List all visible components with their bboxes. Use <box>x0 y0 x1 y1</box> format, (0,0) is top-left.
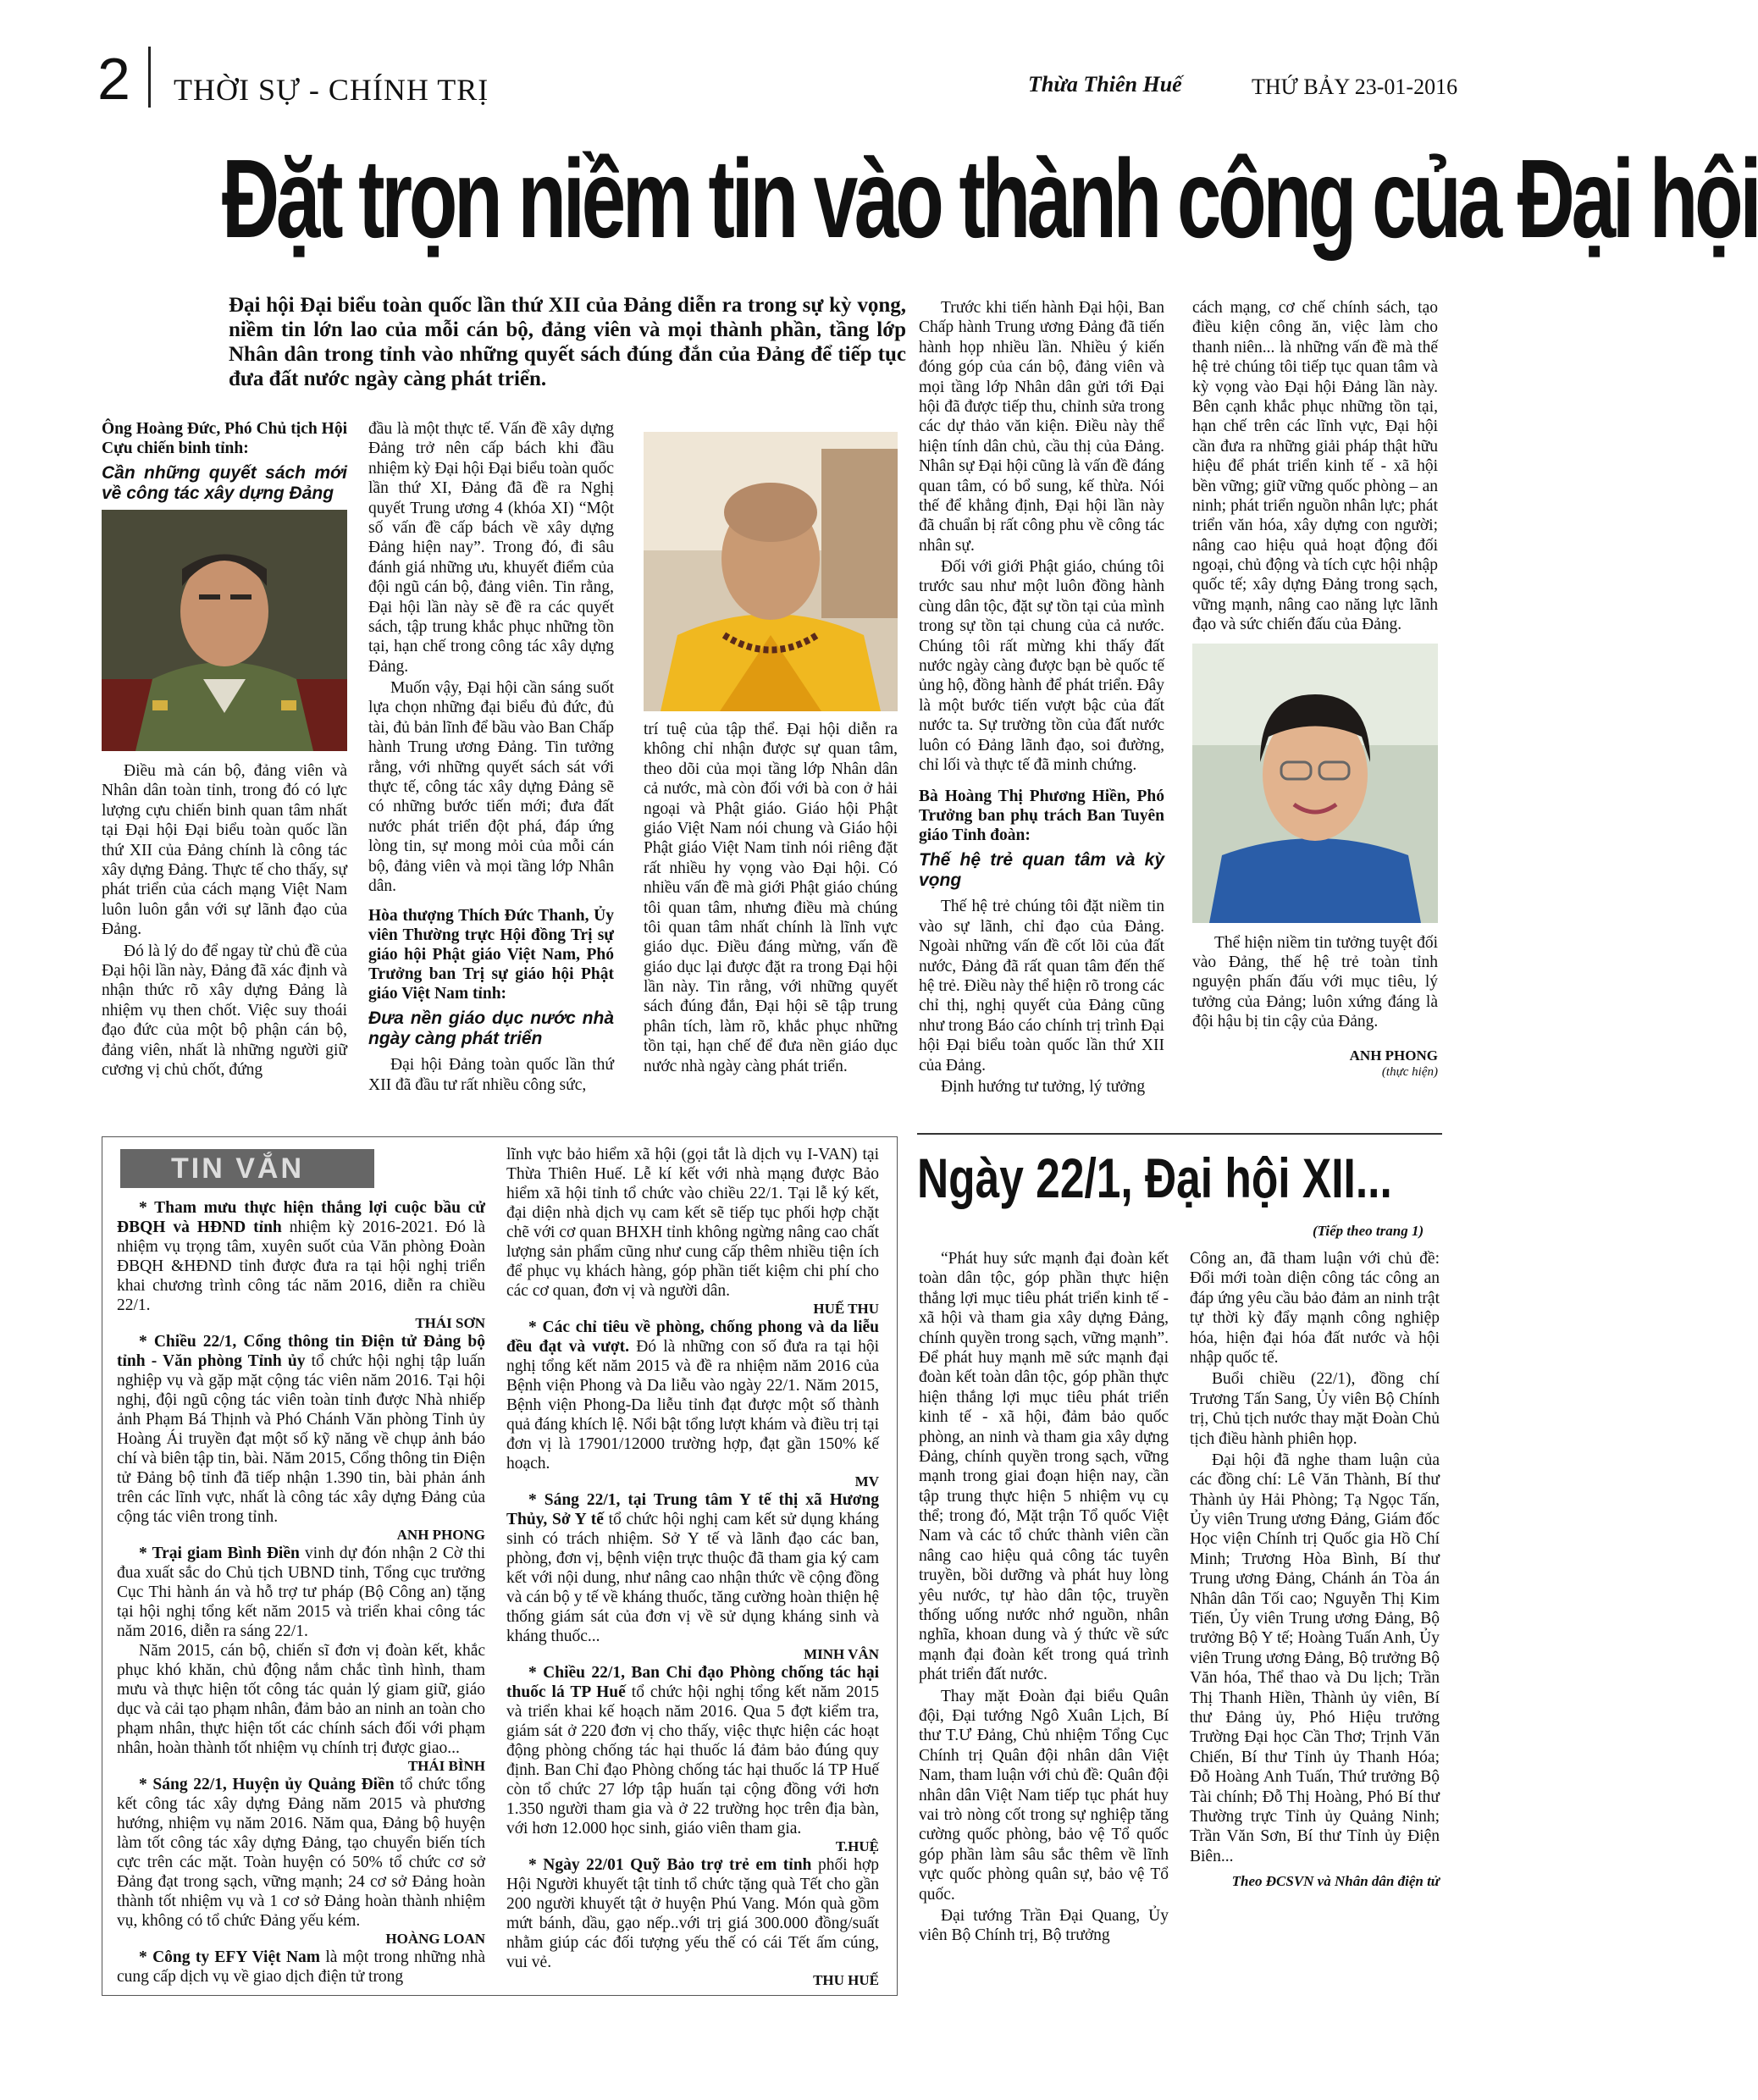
tinvan-sig-3: THÁI BÌNH <box>407 1758 485 1775</box>
tinvan-item-4: * Sáng 22/1, Huyện ủy Quảng Điền tổ chức tổng kết công tác xây dựng Đảng năm 2015 và phương hướng, nhiệm vụ năm 2016. Năm qua, Đảng bộ huyện làm tốt công tác xây dựng Đảng, tạo chuyển biến tích cực trên các mặt. Toàn huyện có 50% tổ chức cơ sở Đảng đạt trong sạch, vững mạnh; 24 cơ sở Đảng hoàn thành tốt nhiệm vụ và 1 cơ sở Đảng hoàn thành nhiệm vụ, không có tổ chức Đảng yếu kém. <box>117 1776 486 1931</box>
issue-date: THỨ BẢY 23-01-2016 <box>1252 75 1458 99</box>
tinvan-column-1 <box>117 1198 485 1987</box>
tinvan-item-3: * Trại giam Bình Điền vinh dự đón nhận 2 Cờ thi đua xuất sắc do Chủ tịch UBND tỉnh, Tổng cục trưởng Cục Thi hành án và hỗ trợ tư pháp (Bộ Công an) tặng tại hội nghị tổng kết năm 2015 và triển khai công tác năm 2016, diễn ra sáng 22/1. <box>117 1545 486 1641</box>
tinvan-sig-1: THÁI SƠN <box>415 1315 485 1331</box>
article2-p5: Buổi chiều (22/1), đồng chí Trương Tấn Sang, Ủy viên Bộ Chính trị, Chủ tịch nước thay mặt Đoàn Chủ tịch điều hành phiên họp. <box>1190 1370 1440 1448</box>
lead-paragraph: Đại hội Đại biểu toàn quốc lần thứ XII của Đảng diễn ra trong sự kỳ vọng, niềm tin lớn lao của mỗi cán bộ, đảng viên và mọi thành phần, tầng lớp Nhân dân trong tỉnh vào những quyết sách đúng đắn của Đảng để tiếp tục đưa đất nước ngày càng phát triển. <box>229 294 906 390</box>
interview1-continued-column <box>368 419 614 1097</box>
interview3-p3: cách mạng, cơ chế chính sách, tạo điều kiện công ăn, việc làm cho thanh niên... là những vấn đề mà thế hệ trẻ chúng tôi tiếp tục quan tâm và kỳ vọng vào Đại hội Đảng lần này. Bên cạnh khắc phục những tồn tại, hạn chế trên các lĩnh vực, Đại hội cần đưa ra những giải pháp thật hữu hiệu để phát triển kinh tế - xã hội bền vững; giữ vững quốc phòng – an ninh; phát triển nguồn nhân lực; phát triển văn hóa, xây dựng con người; nâng cao hiệu quả hoạt động đối ngoại, chủ động và tích cực hội nhập quốc tế; xây dựng Đảng trong sạch, vững mạnh, nâng cao năng lực lãnh đạo và sức chiến đấu của Đảng. <box>1192 299 1438 634</box>
interview3-column <box>1192 298 1438 1080</box>
main-headline: Đặt trọn niềm tin vào thành công của Đại hội <box>222 136 1758 261</box>
interview2-continued-column <box>644 720 898 1078</box>
article2-p4: Công an, đã tham luận với chủ đề: Đổi mới toàn diện công tác công an đáp ứng yêu cầu bảo đảm an ninh trật tự thời kỳ đẩy mạnh công nghiệp hóa, hiện đại hóa đất nước và hội nhập quốc tế. <box>1190 1250 1440 1367</box>
tinvan-item-5b: lĩnh vực bảo hiểm xã hội (gọi tắt là dịch vụ I-VAN) tại Thừa Thiên Huế. Lễ kí kết với nhà mạng được Bảo hiểm xã hội tỉnh tổ chức vào chiều 22/1. Tại lễ ký kết, đại diện nhà dịch vụ cam kết sẽ tiếp tục phối hợp chặt chẽ với cơ quan BHXH tỉnh không ngừng nâng cao chất lượng sản phẩm cũng như cung cấp thêm nhiều tiện ích để phục vụ khách hàng, góp phần tiết kiệm chi phí cho các cơ quan, đơn vị và người dân. <box>506 1146 879 1300</box>
portrait-photo-hoang-duc <box>102 510 347 751</box>
tinvan-item-2: * Chiều 22/1, Cổng thông tin Điện tử Đảng bộ tỉnh - Văn phòng Tỉnh ủy tổ chức hội nghị tập luấn nghiệp vụ và gặp mặt cộng tác viên năm 2016. Tại hội nghị, đội ngũ cộng tác viên toàn tỉnh được Nhà nhiếp ảnh Phạm Bá Thịnh và Phó Chánh Văn phòng Tỉnh ủy Hoàng Ái truyền đạt một số kỹ năng về chụp ảnh báo chí và biên tập tin, bài. Năm 2015, Cổng thông tin Điện tử Đảng bộ tỉnh đã tiếp nhận 1.390 tin, bài phản ánh trên các lĩnh vực, nhất là công tác xây dựng Đảng của cộng tác viên trong tỉnh. <box>117 1333 485 1527</box>
interview2-intro: Hòa thượng Thích Đức Thanh, Ủy viên Thường trực Hội đồng Trị sự giáo hội Phật giáo Việt Nam, Phó Trưởng ban Trị sự giáo hội Phật giáo Việt Nam tỉnh: <box>368 907 614 1003</box>
header-divider <box>148 47 151 108</box>
tinvan-item-6: * Các chỉ tiêu về phòng, chống phong và da liễu đều đạt và vượt. Đó là những con số đưa ra tại hội nghị tổng kết năm 2015 và đề ra nhiệm năm 2016 của Bệnh viện Phong và Da liễu vào ngày 22/1. Năm 2015, Bệnh viện Phong-Da liễu tỉnh đạt được một số thành quả đáng khích lệ. Nổi bật tổng lượt khám và điều trị tại đơn vị là 17901/12000 trường hợp, đạt gần 150% kế hoạch. <box>506 1318 879 1473</box>
interview3-p4: Thể hiện niềm tin tưởng tuyệt đối vào Đảng, thế hệ trẻ toàn tỉnh nguyện phấn đấu với mục tiêu, lý tưởng của Đảng; luôn xứng đáng là đội hậu bị tin cậy của Đảng. <box>1192 933 1438 1031</box>
tinvan-item-5: * Công ty EFY Việt Nam là một trong những nhà cung cấp dịch vụ về giao dịch điện tử trong <box>117 1948 485 1987</box>
article2-column-1 <box>919 1249 1169 1948</box>
interview2-p3: Trước khi tiến hành Đại hội, Ban Chấp hành Trung ương Đảng đã tiến hành họp nhiều lần. Nhiều ý kiến đóng góp của cán bộ, đảng viên và mọi tầng lớp Nhân dân gửi tới Đại hội đã được tiếp thu, chỉnh sửa trong các dự thảo văn kiện. Điều này thể hiện tính dân chủ, cầu thị của Đảng. Nhân sự Đại hội cũng là vấn đề đáng quan tâm, có bổ sung, kế thừa. Nói thế để khẳng định, Đại hội lần này đã chuẩn bị rất công phu về công tác nhân sự. <box>919 299 1164 555</box>
tinvan-sig-4: HOÀNG LOAN <box>385 1931 485 1948</box>
interview3-p1: Thế hệ trẻ chúng tôi đặt niềm tin vào sự lãnh, chỉ đạo của Đảng. Ngoài những vấn đề cốt lõi của đất nước, Đảng đã rất quan tâm đến thế hệ trẻ. Điều này thể hiện rõ trong các chỉ thị, nghị quyết của Đảng cũng như trong Báo cáo chính trị trình Đại hội Đại biểu toàn quốc lần thứ XII của Đảng. <box>919 898 1164 1075</box>
article2-p3: Đại tướng Trần Đại Quang, Ủy viên Bộ Chính trị, Bộ trưởng <box>919 1906 1169 1945</box>
tinvan-sig-2: ANH PHONG <box>396 1527 485 1544</box>
interview1-column <box>102 419 347 1081</box>
author-note: (thực hiện) <box>1381 1064 1438 1079</box>
tinvan-item-7: * Sáng 22/1, tại Trung tâm Y tế thị xã Hương Thủy, Sở Y tế tổ chức hội nghị cam kết sử dụng kháng sinh có trách nhiệm. Sở Y tế và lãnh đạo các ban, phòng, đơn vị, bệnh viện trực thuộc đã tham gia ký cam kết với nội dung, như nâng cao nhận thức về cộng đồng và cán bộ y tế về kháng thuốc, tăng cường hoàn thiện hệ thống giám sát của đơn vị về sử dụng kháng sinh và kháng thuốc... <box>506 1491 880 1646</box>
tinvan-sig-8: T.HUỆ <box>835 1838 879 1855</box>
tinvan-header: TIN VẮN <box>120 1149 374 1188</box>
interview1-title: Cần những quyết sách mới về công tác xây dựng Đảng <box>102 463 347 503</box>
article2-p6: Đại hội đã nghe tham luận của các đồng chí: Lê Văn Thành, Bí thư Thành ủy Hải Phòng; Tạ Ngọc Tấn, Ủy viên Trung ương Đảng, Giám đốc Học viện Chính trị Quốc gia Hồ Chí Minh; Trương Hòa Bình, Bí thư Trung ương Đảng, Chánh án Tòa án Nhân dân Tối cao; Nguyễn Thị Kim Tiến, Ủy viên Trung ương Đảng, Bộ trưởng Bộ Y tế; Hoàng Tuấn Anh, Ủy viên Trung ương Đảng, Bộ trưởng Bộ Văn hóa, Thể thao và Du lịch; Trần Thị Thanh Hiền, Thành ủy viên, Bí thư Đảng ủy, Phó Hiệu trưởng Trường Đại học Cần Thơ; Trịnh Văn Chiến, Bí thư Tỉnh ủy Thanh Hóa; Đỗ Hoàng Anh Tuấn, Thứ trưởng Bộ Tài chính; Đỗ Thị Hoàng, Phó Bí thư Thường trực Tỉnh ủy Quảng Ninh; Trần Văn Sơn, Bí thư Tỉnh ủy Điện Biên... <box>1190 1451 1440 1865</box>
interview3-title: Thế hệ trẻ quan tâm và kỳ vọng <box>919 850 1164 890</box>
author-byline: ANH PHONG <box>1349 1047 1438 1064</box>
tinvan-sig-5: HUẾ THU <box>813 1301 879 1317</box>
section-title: THỜI SỰ - CHÍNH TRỊ <box>174 73 489 107</box>
interview1-p3: đầu là một thực tế. Vấn đề xây dựng Đảng trở nên cấp bách khi đầu nhiệm kỳ Đại hội Đại biểu toàn quốc lần thứ XI, Đảng đã đề ra Nghị quyết Trung ương 4 (khóa XI) “Một số vấn đề cấp bách về xây dựng Đảng hiện nay”. Trong đó, đi sâu đánh giá những ưu, khuyết điểm của đội ngũ cán bộ, đảng viên. Tin rằng, Đại hội lần này sẽ đề ra các quyết sách, tập trung khắc phục những tồn tại, hạn chế trong công tác xây dựng Đảng. <box>368 420 614 676</box>
interview2-title: Đưa nền giáo dục nước nhà ngày càng phát triển <box>368 1009 614 1048</box>
tinvan-item-9: * Ngày 22/01 Quỹ Bảo trợ trẻ em tỉnh phối hợp Hội Người khuyết tật tỉnh tổ chức tặng quà Tết cho gần 200 người khuyết tật ở huyện Phú Vang. Món quà gồm mứt bánh, dầu, gạo nếp..với trị giá 300.000 đồng/suất nhằm giúp các đối tượng yếu thế có cái Tết ấm cúng, vui vẻ. <box>506 1856 879 1972</box>
tinvan-sig-7: MINH VÂN <box>804 1646 879 1663</box>
interview2-col4 <box>919 298 1164 1098</box>
section-divider <box>917 1133 1442 1135</box>
article2-column-2 <box>1190 1249 1440 1891</box>
tinvan-item-8: * Chiều 22/1, Ban Chỉ đạo Phòng chống tác hại thuốc lá TP Huế tổ chức hội nghị tổng kết năm 2015 và triển khai kế hoạch năm 2016. Qua 5 đợt kiểm tra, giám sát ở 220 đơn vị cho thấy, việc thực hiện các hoạt động phòng chống tác hại thuốc lá đảm bảo đúng quy định. Ban Chỉ đạo Phòng chống tác hại thuốc lá TP Huế còn tổ chức 27 lớp tập huấn tại cộng đồng với hơn 1.350 người tham gia và ở 22 trường học trên địa bàn, với hơn 12.000 học sinh, giáo viên tham gia. <box>506 1664 879 1838</box>
portrait-photo-hoang-thi-phuong-hien <box>1192 644 1438 923</box>
interview1-p1: Điều mà cán bộ, đảng viên và Nhân dân toàn tỉnh, trong đó có lực lượng cựu chiến binh quan tâm nhất tại Đại hội Đại biểu toàn quốc lần thứ XII của Đảng chính là công tác xây dựng Đảng. Thực tế cho thấy, sự phát triển của cách mạng Việt Nam luôn luôn gắn với sự lãnh đạo của Đảng. <box>102 762 347 939</box>
tinvan-column-2 <box>506 1145 879 1989</box>
interview3-intro: Bà Hoàng Thị Phương Hiền, Phó Trưởng ban phụ trách Ban Tuyên giáo Tỉnh đoàn: <box>919 788 1164 845</box>
article2-continued-note: (Tiếp theo trang 1) <box>1313 1223 1424 1239</box>
interview1-p2: Đó là lý do để ngay từ chủ đề của Đại hội lần này, Đảng đã xác định và nhận thức rõ xây dựng Đảng là nhiệm vụ then chốt. Việc suy thoái đạo đức của một bộ phận cán bộ, đảng viên, nhất là những người giữ cương vị chủ chốt, đứng <box>102 942 347 1079</box>
interview2-p1: Đại hội Đảng toàn quốc lần thứ XII đã đầu tư rất nhiều công sức, <box>368 1056 614 1094</box>
interview1-intro: Ông Hoàng Đức, Phó Chủ tịch Hội Cựu chiến binh tỉnh: <box>102 420 347 457</box>
tinvan-item-3b: Năm 2015, cán bộ, chiến sĩ đơn vị đoàn kết, khắc phục khó khăn, chủ động nắm chắc tình hình, tham mưu và thực hiện tốt công tác quản lý giam giữ, giáo dục và cải tạo phạm nhân, đảm bảo an ninh an toàn cho phạm nhân, thực hiện tốt các chính sách đối với phạm nhân, hoàn thành tốt nhiệm vụ chính trị được giao... <box>117 1642 485 1758</box>
interview3-p2: Định hướng tư tưởng, lý tưởng <box>941 1077 1146 1096</box>
tinvan-sig-9: THU HUẾ <box>813 1972 879 1989</box>
article2-p1: “Phát huy sức mạnh đại đoàn kết toàn dân tộc, góp phần thực hiện thắng lợi mục tiêu phát triển kinh tế - xã hội và tham gia xây dựng Đảng, chính quyền trong sạch, vững mạnh”. Để phát huy mạnh mẽ sức mạnh đại đoàn kết toàn dân tộc, góp phần thực hiện thắng lợi mục tiêu phát triển kinh tế - xã hội, đảm bảo quốc phòng, an ninh và tham gia xây dựng Đảng, chính quyền trong sạch, vững mạnh trong giai đoạn hiện nay, cần tập trung thực hiện 5 nhiệm vụ cụ thể; trong đó, Mặt trận Tổ quốc Việt Nam và các tổ chức thành viên cần nâng cao hiệu quả công tác tuyên truyền, bồi dưỡng và phát huy lòng yêu nước, tự hào dân tộc, truyền thống uống nước nhớ nguồn, nhân nghĩa, khoan dung và ý thức về sức mạnh đại đoàn kết trong quá trình phát triển đất nước. <box>919 1250 1169 1684</box>
article2-source: Theo ĐCSVN và Nhân dân điện tử <box>1231 1873 1440 1890</box>
article2-headline: Ngày 22/1, Đại hội XII... <box>917 1147 1392 1209</box>
newspaper-name: Thừa Thiên Huế <box>1028 72 1182 97</box>
interview1-p4: Muốn vậy, Đại hội cần sáng suốt lựa chọn những đại biểu đủ đức, đủ tài, đủ bản lĩnh để bầu vào Ban Chấp hành Trung ương Đảng. Tin tưởng rằng, với những quyết sách sát với thực tế, công tác xây dựng Đảng sẽ có những bước tiến mới; đưa đất nước phát triển đột phá, đáp ứng lòng tin, sự mong mỏi của mỗi cán bộ, đảng viên và mọi tầng lớp Nhân dân. <box>368 679 614 895</box>
tinvan-sig-6: MV <box>854 1473 879 1490</box>
article2-p2: Thay mặt Đoàn đại biểu Quân đội, Đại tướng Ngô Xuân Lịch, Bí thư T.Ư Đảng, Chủ nhiệm Tổng Cục Chính trị Quân đội nhân dân Việt Nam, tham luận với chủ đề: Quân đội nhân dân Việt Nam tiếp tục phát huy vai trò nòng cốt trong sự nghiệp tăng cường quốc phòng, bảo vệ Tổ quốc góp phần làm sâu sắc thêm về lĩnh vực quốc phòng quân sự, bảo vệ Tổ quốc. <box>919 1687 1169 1904</box>
tinvan-item-1: * Tham mưu thực hiện thắng lợi cuộc bầu cử ĐBQH và HĐND tỉnh nhiệm kỳ 2016-2021. Đó là nhiệm vụ trọng tâm, xuyên suốt của Văn phòng Đoàn ĐBQH &HĐND tỉnh được đưa ra tại hội nghị triển khai chương trình công tác năm 2016, diễn ra chiều 22/1. <box>117 1199 485 1314</box>
interview2-p2: trí tuệ của tập thể. Đại hội diễn ra không chỉ nhận được sự quan tâm, theo dõi của mọi tầng lớp Nhân dân cả nước, mà còn đối với bà con ở hải ngoại và Phật giáo. Giáo hội Phật giáo Việt Nam nói chung và Giáo hội Phật giáo Việt Nam tỉnh nói riêng đặt rất nhiều hy vọng vào Đại hội. Có nhiều vấn đề mà giới Phật giáo chúng tôi quan tâm, nhưng điều mà chúng tôi quan tâm nhất chính là lĩnh vực giáo dục. Điều đáng mừng, vấn đề giáo dục lại được đặt ra trong Đại hội lần này. Tin rằng, với những quyết sách đúng đắn, Đại hội sẽ tập trung phân tích, làm rõ, khắc phục những tồn tại, hạn chế để đưa nền giáo dục nước nhà ngày càng phát triển. <box>644 721 898 1075</box>
portrait-photo-thich-duc-thanh <box>644 432 898 711</box>
interview2-p4: Đối với giới Phật giáo, chúng tôi trước sau như một luôn đồng hành cùng dân tộc, đặt sự tồn tại của mình trong sự tồn tại chung của cả nước. Chúng tôi rất mừng khi thấy đất nước ngày càng được bạn bè quốc tế ủng hộ, đồng hành để phát triển. Đây là một bước tiến vượt bậc của đất nước ta. Sự trường tồn của đất nước luôn có Đảng lãnh đạo, soi đường, chỉ lối và thực tế đã minh chứng. <box>919 558 1164 774</box>
page-number: 2 <box>97 46 130 112</box>
